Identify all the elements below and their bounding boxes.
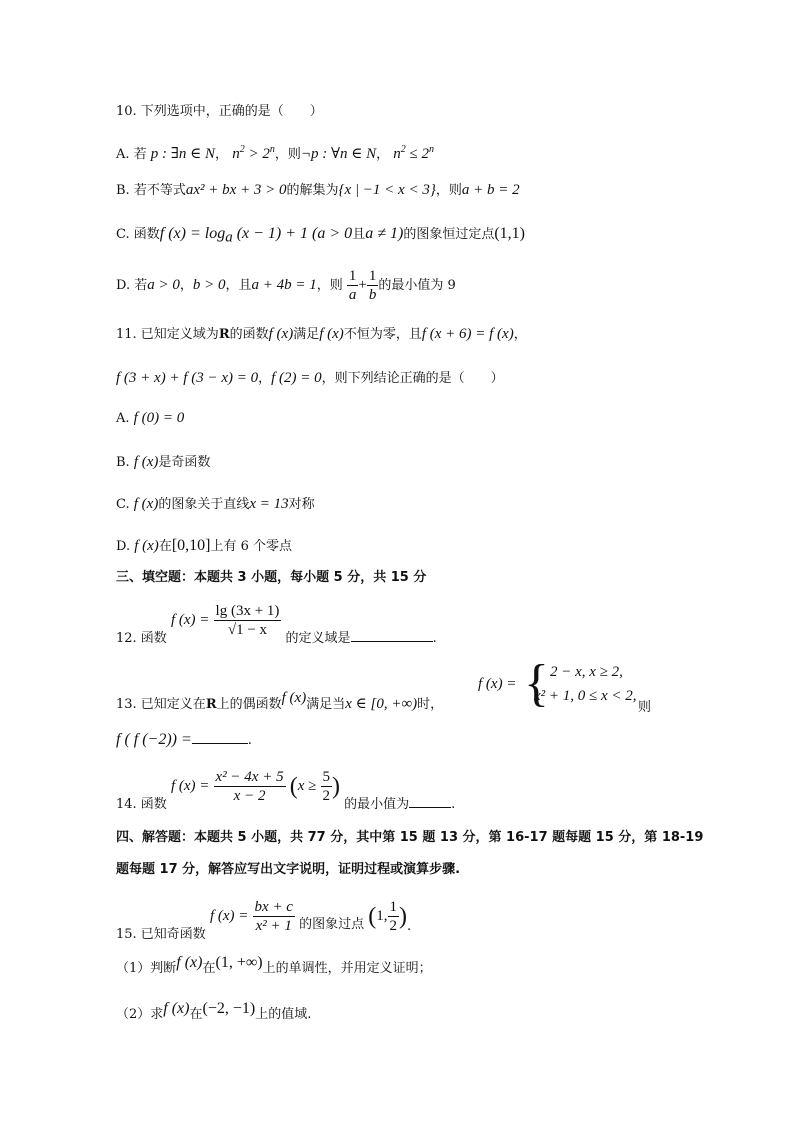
q15-p2-fx: f (x) [163,1000,190,1017]
q11-d-text: 在 [158,539,172,554]
q10-c-label: C. 函数 [116,227,160,242]
q10-d-c3: a + 4b = 1 [251,277,317,293]
q12-fraction: $\frac{\lg (3x + 1)}{√1 - x}$ [215,603,280,638]
q15-p2-t2: 上的值域. [255,1007,312,1022]
q13-line1 [116,690,444,715]
q15-p1-t: 在 [202,961,216,976]
q13-end: . [247,733,252,748]
q10-a-gt: > 2 [244,146,270,162]
q10-b-then: ，则 [435,183,462,198]
q10-d-frac2: $\frac{1}{b}$ [368,268,377,303]
q11-c-expr: f (x) [133,496,159,512]
q11-stem-line1 [116,324,527,345]
q14-end: . [451,797,456,812]
q10-b-mid: 的解集为 [286,183,339,198]
q10-d-s3: ，则 [316,278,343,293]
q15-label: 15. 已知奇函数 [116,927,206,942]
q13-lhs: f (x) = [478,676,517,692]
q13-r: R [205,697,217,712]
q11-d-expr: f (x) [134,538,159,554]
q11-c-label: C. [116,497,130,512]
q11-fx: f (x) [268,326,294,342]
q10-b-ineq: ax² + bx + 3 > 0 [185,182,287,198]
q11-a-expr: f (0) = 0 [133,410,185,426]
q15-lparen-icon: ( [368,903,377,930]
q14-rparen-icon: ) [332,773,341,800]
q14-lparen-icon: ( [289,773,298,800]
q10-a-label: A. 若 [116,147,147,162]
q10-a-n2: n [393,146,401,162]
q12 [116,600,437,646]
q10-a-le: ≤ 2 [405,146,430,162]
q10-option-a: A. 若 p : ∃n ∈ N， $n^2 > 2^n$，则¬p : ∀n ∈ N， $n^2 \le 2^n$ [116,144,435,162]
q15-part2 [116,1000,312,1025]
q11-stem5: ， [513,327,527,342]
q12-text: 的定义域是 [285,631,351,646]
q11-c-text2: 对称 [288,497,315,512]
q11-periodic: f (x + 6) = f (x) [421,326,514,342]
q10-c-mid: 的图象恒过定点 [403,227,495,242]
q11-stem3: 满足 [293,327,320,342]
q14-cond-x: x ≥ [297,778,317,794]
q11-l2b: ， [258,371,272,386]
q15-p2-label: （2）求 [116,1007,164,1022]
q13-case2: x² + 1, 0 ≤ x < 2, [534,688,637,704]
section-4-heading-line1: 四、解答题：本题共 5 小题，共 77 分，其中第 15 题 13 分，第 16-17 题每题 15 分，第 18-19 [116,830,704,845]
q10-d-c1: a > 0 [147,277,180,293]
q13-blank [192,731,248,744]
q13-t2: 上的偶函数 [216,697,282,712]
q15-p1-t2: 上的单调性，并用定义证明； [262,961,432,976]
q10-b-res: a + b = 2 [461,182,520,198]
q13-t3: 满足当 [306,697,346,712]
q15-p1-interval: (1, +∞) [215,954,263,971]
q14-text: 的最小值为 [344,797,410,812]
q10-c-func2: (x − 1) + 1 (a > 0 [232,225,353,242]
q11-symmetry: f (3 + x) + f (3 − x) = 0 [116,370,259,386]
q12-blank [351,629,433,642]
q10-option-b [116,180,520,201]
q11-b-text: 是奇函数 [158,455,211,470]
q13-ask: f ( f (−2)) = [116,731,192,748]
q15-rparen-icon: ) [399,903,408,930]
q13-t5: 则 [638,700,652,715]
q11-l2d: ，则下列结论正确的是（ ） [321,371,504,386]
q13-condition: x ∈ [0, +∞) [345,696,418,712]
q10-a-sep1: ， [215,147,229,162]
q10-a-n: n [232,146,240,162]
q14-fraction: $\frac{\text{x² − 4x + 5}}{x - 2}$ [215,769,284,804]
section-3-heading: 三、填空题：本题共 3 小题，每小题 5 分，共 15 分 [116,570,427,585]
q15-lhs: f (x) = [209,908,249,924]
q14 [116,766,456,812]
q10-c-sub: a [225,229,233,246]
q11-d-label: D. [116,539,131,554]
q15-point-a: 1, [376,908,388,924]
q11-a-label: A. [116,411,130,426]
q10-b-set: {x | −1 < x < 3} [338,182,436,198]
q11-option-b [116,452,210,473]
q10-c-and: 且 [352,227,366,242]
q15-p1-label: （1）判断 [116,961,177,976]
q15-point-frac: $\frac{1}{2}$ [389,899,398,934]
q11-d-interval: [0,10] [171,537,211,554]
q14-lhs: f (x) = [170,778,210,794]
q10-a-p: p : ∃n ∈ N [150,146,216,162]
q10-d-c2: b > 0 [192,277,226,293]
q11-r: R [218,327,230,342]
q10-d-end: 的最小值为 9 [378,278,456,293]
q13-fx: f (x) [281,690,307,706]
q10-a-np: ¬p : ∀n ∈ N [300,146,377,162]
q13-label: 13. 已知定义在 [116,697,206,712]
q15-t2: 的图象过点 [299,917,365,932]
q12-end: . [432,631,437,646]
q10-a-sep2: ， [376,147,390,162]
q14-label: 14. 函数 [116,797,167,812]
q15 [116,896,412,942]
q10-d-label: D. 若 [116,278,148,293]
q11-b-expr: f (x) [133,454,159,470]
q10-stem: 10. 下列选项中，正确的是（ ） [116,104,323,119]
q10-d-s1: ， [179,278,193,293]
q11-stem1: 11. 已知定义域为 [116,327,219,342]
q15-p2-interval: (−2, −1) [202,1000,256,1017]
q12-label: 12. 函数 [116,631,167,646]
q10-d-plus: + [358,277,367,293]
section-4-heading-line2: 题每题 17 分，解答应写出文字说明，证明过程或演算步骤. [116,862,461,877]
q14-cond-frac: $\frac{5}{2}$ [322,769,331,804]
q15-p2-t: 在 [189,1007,203,1022]
q11-d-text2: 上有 6 个零点 [210,539,293,554]
q14-blank [409,795,451,808]
q10-option-c [116,224,525,248]
q11-c-text: 的图象关于直线 [158,497,250,512]
q10-b-label: B. 若不等式 [116,183,186,198]
q10-c-point: (1,1) [494,225,525,242]
q10-d-s2: ，且 [225,278,252,293]
q13-case1: 2 − x, x ≥ 2, [550,664,623,680]
q10-a-then: ，则 [274,147,301,162]
q10-c-func: f (x) = log [159,225,226,242]
q11-fx2: f (x) [319,326,344,342]
q11-stem2: 的函数 [229,327,269,342]
q15-p1-fx: f (x) [176,954,203,971]
q15-end: . [407,919,412,934]
q10-option-d [116,266,456,305]
q11-b-label: B. [116,455,130,470]
q13-brace-icon: { [524,655,549,712]
q13-line2 [116,730,252,751]
q15-fraction: $\frac{bx + c}{\text{x² + 1}}$ [254,899,293,934]
q11-c-line: x = 13 [249,496,289,512]
q13-t4: 时， [417,697,444,712]
q11-option-d [116,536,292,557]
q11-stem4: 不恒为零，且 [343,327,422,342]
q11-option-c [116,494,315,515]
q12-lhs: f (x) = [170,612,210,628]
q10-c-func3: a ≠ 1) [365,225,404,242]
q11-stem-line2 [116,368,504,389]
q15-part1 [116,954,432,979]
q10-d-frac1: $\frac{1}{a}$ [348,268,357,303]
q11-option-a [116,408,184,429]
q11-f2: f (2) = 0 [271,370,322,386]
